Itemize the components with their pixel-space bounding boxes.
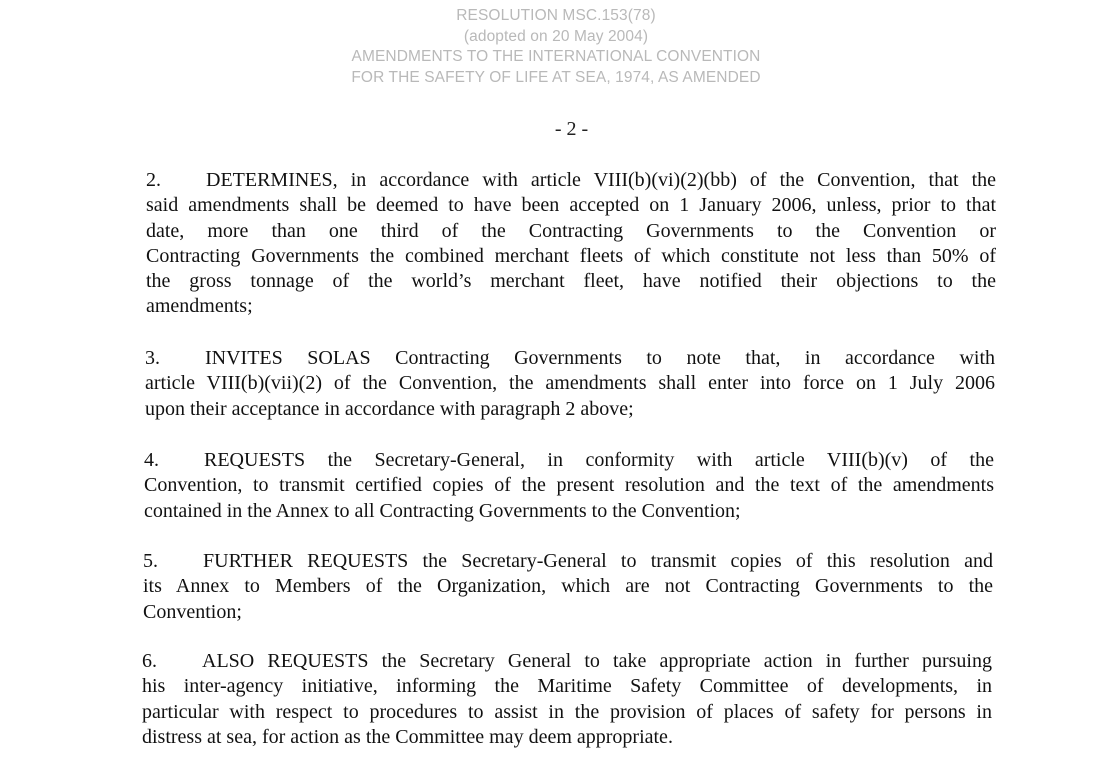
header-adoption-date: (adopted on 20 May 2004): [463, 27, 649, 45]
paragraph-line: its Annex to Members of the Organization, which are not Contracting Governments to the: [143, 575, 993, 598]
paragraph-line: date, more than one third of the Contracting Governments to the Convention or: [146, 219, 996, 242]
page-number: - 2 -: [554, 118, 589, 140]
paragraph-line: 6. ALSO REQUESTS the Secretary General to take appropriate action in further pursuing: [142, 649, 992, 674]
paragraph-number: 5.: [143, 550, 158, 572]
paragraph-2: [146, 168, 996, 320]
paragraph-4: [144, 448, 994, 524]
paragraph-line: Convention;: [143, 600, 242, 623]
paragraph-3: [145, 346, 995, 422]
paragraph-line: article VIII(b)(vii)(2) of the Convention, the amendments shall enter into force on 1 July 2006: [145, 372, 995, 395]
paragraph-line: 5. FURTHER REQUESTS the Secretary-General to transmit copies of this resolution and: [143, 549, 993, 574]
document-header: [0, 6, 1112, 88]
header-title-line-2: FOR THE SAFETY OF LIFE AT SEA, 1974, AS AMENDED: [351, 68, 761, 86]
paragraph-number: 6.: [142, 650, 157, 672]
paragraph-line: Convention, to transmit certified copies of the present resolution and the text of the amendments: [144, 474, 994, 497]
paragraph-number: 4.: [144, 449, 159, 471]
paragraph-line: distress at sea, for action as the Committee may deem appropriate.: [142, 725, 673, 748]
paragraph-line: amendments;: [146, 295, 253, 318]
paragraph-line: his inter-agency initiative, informing the Maritime Safety Committee of developments, in: [142, 675, 992, 698]
paragraph-6: [142, 649, 992, 750]
paragraph-number: 3.: [145, 347, 160, 369]
paragraph-line: particular with respect to procedures to assist in the provision of places of safety for persons in: [142, 700, 992, 723]
paragraph-line: upon their acceptance in accordance with paragraph 2 above;: [145, 397, 634, 420]
paragraph-line: said amendments shall be deemed to have been accepted on 1 January 2006, unless, prior to that: [146, 194, 996, 217]
paragraph-5: [143, 549, 993, 625]
paragraph-line: 4. REQUESTS the Secretary-General, in conformity with article VIII(b)(v) of the: [144, 448, 994, 473]
paragraph-number: 2.: [146, 169, 161, 191]
paragraph-line: 3. INVITES SOLAS Contracting Governments to note that, in accordance with: [145, 346, 995, 371]
paragraph-line: Contracting Governments the combined merchant fleets of which constitute not less than 50% of: [146, 244, 996, 267]
header-title-line-1: AMENDMENTS TO THE INTERNATIONAL CONVENTION: [351, 48, 761, 65]
header-resolution-number: RESOLUTION MSC.153(78): [456, 7, 656, 24]
paragraph-line: contained in the Annex to all Contracting Governments to the Convention;: [144, 499, 741, 522]
paragraph-line: the gross tonnage of the world’s merchant fleet, have notified their objections to the: [146, 270, 996, 293]
paragraph-line: 2. DETERMINES, in accordance with article VIII(b)(vi)(2)(bb) of the Convention, that the: [146, 168, 996, 193]
